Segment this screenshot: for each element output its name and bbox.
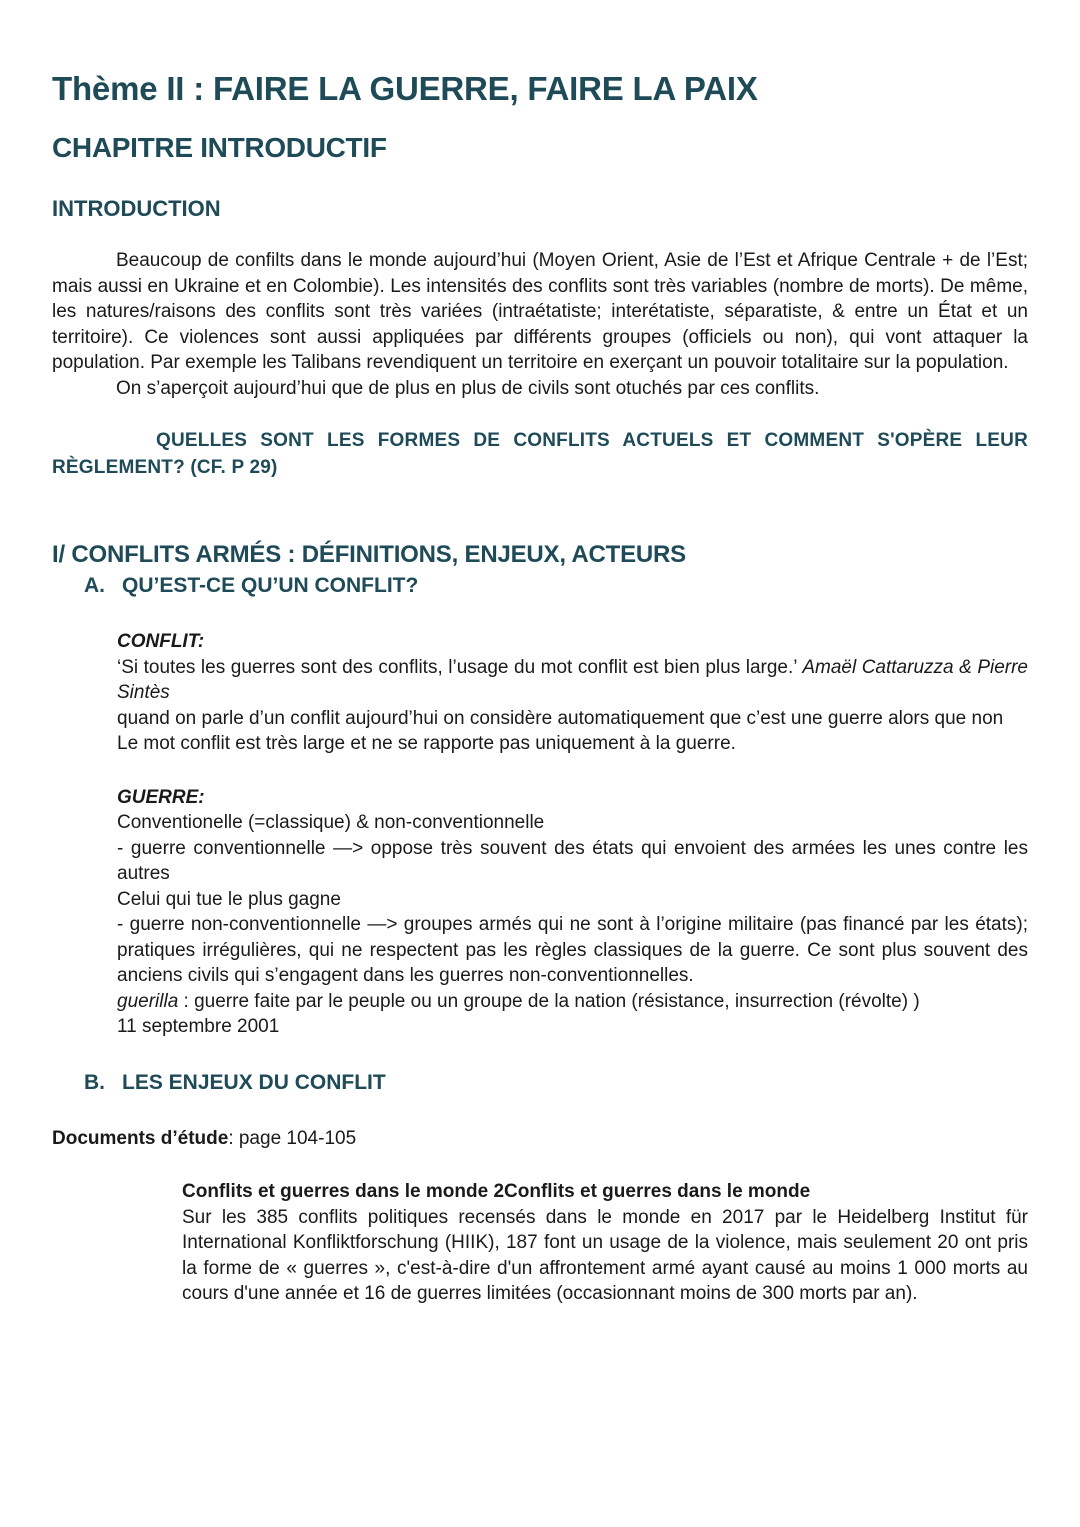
study-documents [52, 1126, 1028, 1152]
section-heading: I/ CONFLITS ARMÉS : DÉFINITIONS, ENJEUX, ACTEURS [52, 541, 686, 568]
guerilla-term: guerilla [117, 990, 179, 1012]
quote-author: Amaël Cattaruzza & Pierre Sintès [117, 656, 1029, 703]
term-conflit: CONFLIT: [117, 631, 205, 652]
guerilla-text: : guerre faite par le peuple ou un groupe de la nation (résistance, insurrection (révolte) ) [178, 990, 920, 1012]
theme-title: Thème II : FAIRE LA GUERRE, FAIRE LA PAIX [52, 70, 758, 107]
introduction-text [52, 248, 1028, 401]
subsection-title: QU’EST-CE QU’UN CONFLIT? [122, 574, 419, 597]
definition-guerre [117, 785, 1028, 1040]
subsection-a-heading [84, 571, 1028, 601]
text-line: Conventionelle (=classique) & non-conventionnelle [117, 812, 545, 833]
text-line: - guerre non-conventionnelle —> groupes armés qui ne sont à l’origine militaire (pas financé par les états); pratiques irrégulières, qui ne respectent pas les règles classiques de la guerre. Ce sont plus souvent des anciens civils qui s’engagent dans les guerres non-conventionnelles. [117, 914, 1028, 986]
chapter-title: CHAPITRE INTRODUCTIF [52, 132, 387, 163]
text-line: 11 septembre 2001 [117, 1016, 280, 1037]
subsection-b-heading [84, 1068, 1028, 1098]
text-line: - guerre conventionnelle —> oppose très souvent des états qui envoient des armées les unes contre les autres [117, 837, 1028, 884]
subsection-title: LES ENJEUX DU CONFLIT [122, 1070, 386, 1094]
introduction-heading: INTRODUCTION [52, 196, 221, 221]
subsection-letter: A. [84, 574, 105, 597]
subsection-letter: B. [84, 1070, 105, 1094]
excerpt-text: Sur les 385 conflits politiques recensés dans le monde en 2017 par le Heidelberg Institut für International Konfliktforschung (HIIK), 187 font un usage de la violence, mais seulement 20 ont pris la forme de « guerres », c'est-à-dire d'un affrontement armé ayant causé au moins 1 000 morts au cours d'une année et 16 de guerres limitées (occasionnant moins de 300 morts par an). [182, 1206, 1028, 1304]
study-documents-label: Documents d’étude [52, 1127, 229, 1149]
text-line: Celui qui tue le plus gagne [117, 888, 341, 910]
text-line: Le mot conflit est très large et ne se rapporte pas uniquement à la guerre. [117, 733, 736, 754]
problem-question: QUELLES SONT LES FORMES DE CONFLITS ACTUELS ET COMMENT S'OPÈRE LEUR RÈGLEMENT? (CF. P 29) [52, 430, 1028, 478]
term-guerre: GUERRE: [117, 786, 205, 808]
intro-paragraph: Beaucoup de confilts dans le monde aujourd’hui (Moyen Orient, Asie de l’Est et Afrique Centrale + de l’Est; mais aussi en Ukraine et en Colombie). Les intensités des conflits sont très variables (nombre de morts). De même, les natures/raisons des conflits sont très variées (intraétatiste; interétatiste, séparatiste, & entre un État et un territoire). Ce violences sont aussi appliquées par différents groupes (officiels ou non), qui vont attaquer la population. Par exemple les Talibans revendiquent un territoire en exerçant un pouvoir totalitaire sur la population. [52, 250, 1028, 373]
study-documents-pages: : page 104-105 [228, 1127, 357, 1149]
excerpt-title: Conflits et guerres dans le monde 2Conflits et guerres dans le monde [182, 1181, 811, 1202]
quote-line [117, 655, 1028, 706]
definition-conflit [117, 629, 1028, 757]
guerilla-definition [117, 989, 1028, 1015]
quote-text: ‘Si toutes les guerres sont des conflits, l’usage du mot conflit est bien plus large.’ [117, 656, 797, 678]
document-excerpt [182, 1179, 1028, 1307]
text-line: quand on parle d’un conflit aujourd’hui on considère automatiquement que c’est une guerre alors que non [117, 707, 1004, 729]
intro-paragraph: On s’aperçoit aujourd’hui que de plus en plus de civils sont otuchés par ces conflits. [116, 377, 820, 399]
